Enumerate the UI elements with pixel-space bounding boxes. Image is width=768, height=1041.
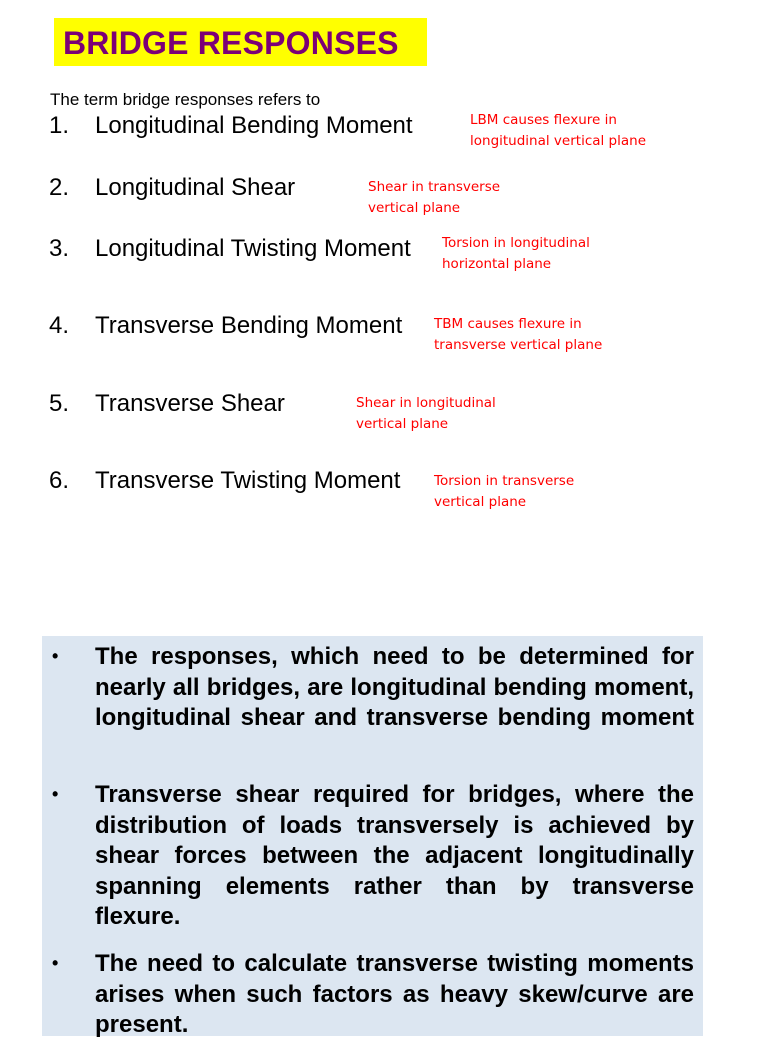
note-line: Shear in transverse — [368, 179, 501, 195]
list-item-label: Longitudinal Bending Moment — [95, 112, 413, 139]
note-line: longitudinal vertical plane — [470, 133, 647, 149]
bullet-text: The responses, which need to be determined for nearly all bridges, are longitudinal bending moment, longitudinal shear and transverse bending moment — [95, 643, 694, 731]
note-line: vertical plane — [356, 416, 449, 432]
list-item-label: Longitudinal Twisting Moment — [95, 235, 411, 262]
list-item-number: 5. — [49, 390, 70, 417]
note-line: vertical plane — [434, 494, 527, 510]
list-item-number: 4. — [49, 312, 70, 339]
list-item-label: Longitudinal Shear — [95, 174, 296, 201]
list-item-number: 6. — [49, 467, 70, 494]
note-line: LBM causes flexure in — [470, 112, 617, 128]
note-line: horizontal plane — [442, 256, 552, 272]
list-item-note — [434, 471, 574, 513]
list-item-note — [442, 233, 590, 275]
bullet-marker: • — [52, 784, 59, 804]
list-item-number: 3. — [49, 235, 70, 262]
note-line: vertical plane — [368, 200, 461, 216]
bullet-text: Transverse shear required for bridges, where the distribution of loads transversely is achieved by shear forces between the adjacent longitudinally spanning elements rather than by transverse flexure. — [95, 781, 694, 930]
list-item-number: 2. — [49, 174, 70, 201]
note-line: Torsion in transverse — [434, 473, 575, 489]
list-item-note — [356, 393, 496, 435]
list-item-number: 1. — [49, 112, 70, 139]
notes-panel — [42, 636, 703, 1036]
list-item-label: Transverse Bending Moment — [95, 312, 403, 339]
list-item-note — [470, 110, 646, 152]
list-item-label: Transverse Shear — [95, 390, 285, 417]
bullet-marker: • — [52, 646, 59, 666]
note-line: transverse vertical plane — [434, 337, 603, 353]
title-banner — [54, 18, 427, 66]
note-line: TBM causes flexure in — [434, 316, 582, 332]
bullet-marker: • — [52, 953, 59, 973]
page-title: BRIDGE RESPONSES — [63, 25, 399, 61]
note-line: Shear in longitudinal — [356, 395, 496, 411]
note-line: Torsion in longitudinal — [442, 235, 590, 251]
bullet-text: The need to calculate transverse twisting moments arises when such factors as heavy skew/curve are present. — [95, 950, 694, 1038]
intro-text: The term bridge responses refers to — [50, 90, 321, 109]
list-item-note — [434, 314, 602, 356]
list-item-note — [368, 177, 500, 219]
list-item-label: Transverse Twisting Moment — [95, 467, 401, 494]
